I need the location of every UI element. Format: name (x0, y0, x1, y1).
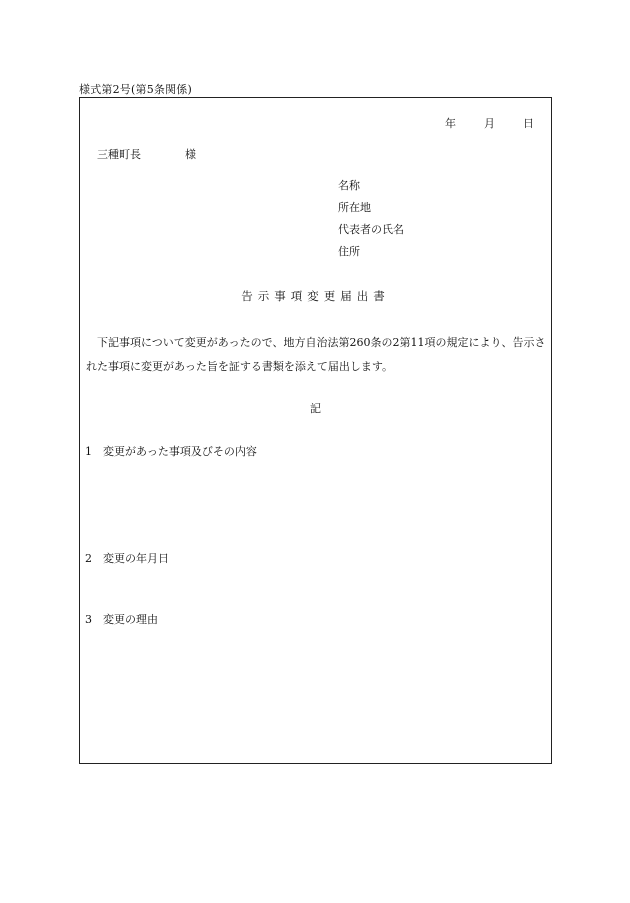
item-label: 変更があった事項及びその内容 (103, 445, 257, 458)
item-number: 3 (85, 613, 92, 626)
item-change-reason (85, 611, 158, 627)
item-number: 1 (85, 445, 92, 458)
item-number: 2 (85, 552, 92, 565)
addressee (97, 146, 196, 162)
applicant-field-residence: 住所 (338, 245, 360, 258)
addressee-name: 三種町長 (97, 148, 141, 161)
date-month-label: 月 (484, 117, 495, 130)
item-change-date (85, 550, 169, 566)
body-text: 下記事項について変更があったので、地方自治法第260条の2第11項の規定により、告示された事項に変更があった旨を証する書類を添えて届出します。 (86, 336, 546, 373)
applicant-field-address: 所在地 (338, 201, 371, 214)
date-day-label: 日 (523, 117, 534, 130)
ki-heading: 記 (310, 402, 321, 415)
item-label: 変更の年月日 (103, 552, 169, 565)
document-title: 告示事項変更届出書 (241, 289, 390, 303)
addressee-honorific: 様 (185, 148, 196, 161)
applicant-field-representative: 代表者の氏名 (338, 223, 404, 236)
date-line (445, 115, 534, 131)
body-text-block (86, 331, 547, 379)
form-frame (79, 97, 552, 764)
applicant-block (338, 175, 404, 263)
applicant-field-name: 名称 (338, 179, 360, 192)
form-number: 様式第2号(第5条関係) (79, 83, 192, 96)
date-year-label: 年 (445, 117, 456, 130)
item-label: 変更の理由 (103, 613, 158, 626)
item-changed-matters (85, 443, 257, 459)
